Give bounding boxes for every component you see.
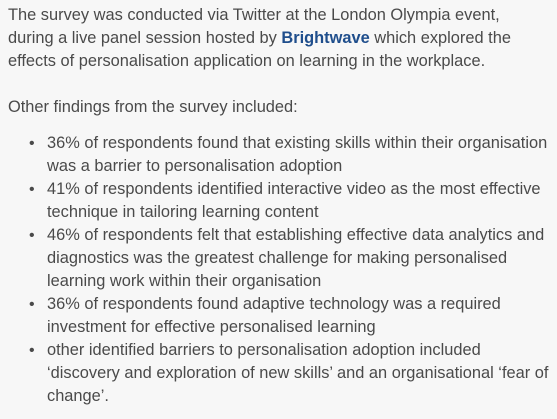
list-item-text: other identified barriers to personalisation adoption included ‘discovery and exploration of new skills’ and an organisational ‘fear of change’.	[47, 341, 549, 405]
findings-heading: Other findings from the survey included:	[8, 98, 298, 116]
list-item	[29, 339, 549, 408]
bullet-icon: •	[29, 342, 35, 359]
bullet-icon: •	[29, 181, 35, 198]
list-item	[29, 224, 549, 293]
list-item	[29, 178, 549, 224]
list-item-text: 41% of respondents identified interactive video as the most effective technique in tailoring learning content	[47, 180, 541, 221]
bullet-icon: •	[29, 296, 35, 313]
intro-text-before: The survey was conducted via Twitter at the London Olympia event, during a live panel session hosted by	[8, 6, 500, 47]
intro-paragraph	[8, 4, 549, 73]
bullet-icon: •	[29, 135, 35, 152]
list-item	[29, 293, 549, 339]
list-item-text: 36% of respondents found that existing skills within their organisation was a barrier to personalisation adoption	[47, 134, 548, 175]
findings-list	[8, 132, 549, 408]
bullet-icon: •	[29, 227, 35, 244]
brightwave-link[interactable]: Brightwave	[281, 29, 370, 47]
list-item	[29, 132, 549, 178]
intro-text-after: which explored the effects of personalisation application on learning in the workplace.	[8, 29, 511, 70]
list-item-text: 36% of respondents found adaptive technology was a required investment for effective personalised learning	[47, 295, 501, 336]
list-item-text: 46% of respondents felt that establishing effective data analytics and diagnostics was the greatest challenge for making personalised learning work within their organisation	[47, 226, 545, 290]
